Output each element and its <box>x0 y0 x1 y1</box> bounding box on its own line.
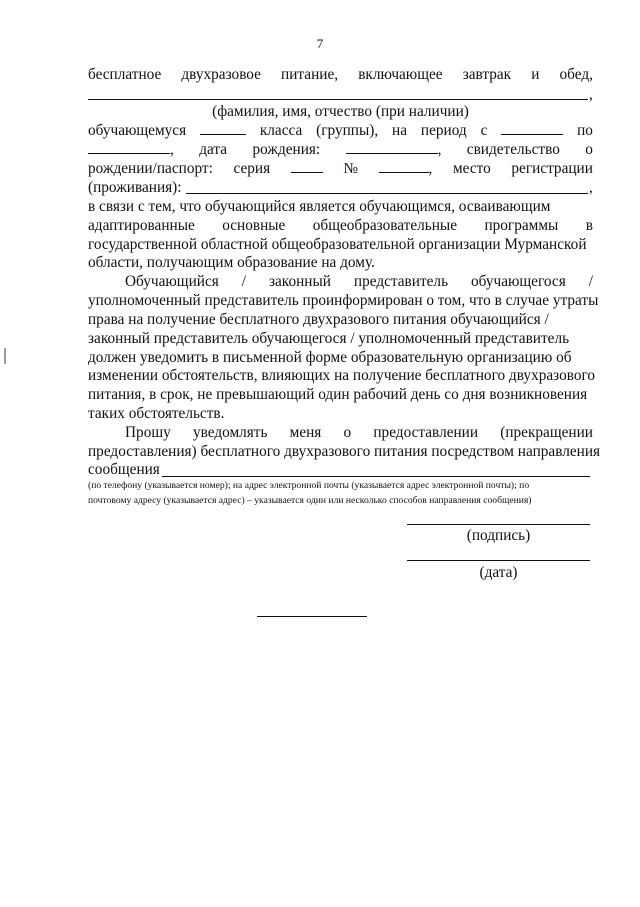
word: по <box>577 122 593 139</box>
word: и <box>531 66 540 83</box>
word: адаптированные <box>88 217 195 234</box>
class-blank[interactable] <box>200 122 246 135</box>
message-method-blank[interactable] <box>162 476 590 477</box>
p2-line-5: должен уведомить в письменной форме образовательную организацию об <box>88 349 572 366</box>
p3-line-2: предоставления) бесплатного двухразового питания посредством направления <box>88 443 601 460</box>
word: рождения: <box>252 141 321 158</box>
word: обучающемуся <box>88 122 187 139</box>
word: (группы), <box>316 122 379 139</box>
residence-comma: , <box>589 179 593 196</box>
line-3 <box>88 122 593 140</box>
word: о <box>343 424 352 441</box>
word: свидетельство <box>466 141 560 158</box>
line-9: государственной областной общеобразовательной организации Мурманской <box>88 236 587 253</box>
number-blank[interactable] <box>379 160 429 173</box>
p2-line-6: изменении обстоятельств, влияющих на получение бесплатного двухразового <box>88 367 596 384</box>
signature-blank[interactable] <box>407 524 590 525</box>
line-7: в связи с тем, что обучающийся является обучающимся, осваивающим <box>88 198 551 215</box>
word: представитель <box>353 273 449 290</box>
word: законный <box>268 273 331 290</box>
word: меня <box>289 424 322 441</box>
word: сообщения <box>88 461 160 478</box>
word: программы <box>484 217 559 234</box>
line-1 <box>88 66 593 84</box>
word: на <box>392 122 408 139</box>
date-caption: (дата) <box>479 564 518 581</box>
line-5 <box>88 160 593 178</box>
p3-line-1 <box>125 424 593 442</box>
line-10: области, получающим образование на дому. <box>88 254 375 271</box>
word: (прекращении <box>500 424 593 441</box>
word: дата <box>199 141 228 158</box>
word: , <box>428 160 433 177</box>
word: регистрации <box>511 160 593 177</box>
scan-margin-mark <box>4 348 6 364</box>
line-6 <box>88 179 593 197</box>
word: Прошу <box>125 424 171 441</box>
p2-line-3: права на получение бесплатного двухразового питания обучающийся / <box>88 311 549 328</box>
word: обучающегося <box>471 273 566 290</box>
p2-line-4: законный представитель обучающегося / уполномоченный представитель <box>88 330 570 347</box>
period-from-blank[interactable] <box>501 122 563 135</box>
word: бесплатное <box>88 66 162 83</box>
p2-line-8: таких обстоятельств. <box>88 405 225 422</box>
date-blank[interactable] <box>407 560 590 561</box>
word: , <box>437 141 442 158</box>
p2-line-2: уполномоченный представитель проинформирован о том, что в случае утраты <box>88 292 599 309</box>
word: класса <box>259 122 303 139</box>
word: с <box>480 122 488 139</box>
word: включающее <box>358 66 443 83</box>
word: место <box>452 160 491 177</box>
birthdate-blank[interactable] <box>346 141 438 154</box>
word: завтрак <box>462 66 512 83</box>
word: серия <box>233 160 271 177</box>
word: питание, <box>281 66 339 83</box>
word: обед, <box>559 66 593 83</box>
fio-blank[interactable] <box>88 99 588 100</box>
signature-caption: (подпись) <box>466 527 531 544</box>
word: общеобразовательные <box>312 217 458 234</box>
line-8 <box>88 217 593 235</box>
word: двухразовое <box>181 66 261 83</box>
word: основные <box>222 217 286 234</box>
note-line-2: почтовому адресу (указывается адрес) – указывается один или несколько способов направления сообщения) <box>88 495 532 506</box>
residence-blank[interactable] <box>186 193 588 194</box>
footnote-separator <box>257 616 367 617</box>
page-number: 7 <box>316 36 324 51</box>
word: (проживания): <box>88 179 182 196</box>
word: № <box>343 160 358 177</box>
word: / <box>588 273 593 290</box>
word: Обучающийся <box>125 273 219 290</box>
word: о <box>585 141 593 158</box>
fio-comma: , <box>589 86 593 103</box>
p2-line-1 <box>125 273 593 291</box>
line-4 <box>88 141 593 159</box>
word: рождении/паспорт: <box>88 160 213 177</box>
word: / <box>241 273 246 290</box>
word: , <box>170 141 174 158</box>
word: в <box>585 217 593 234</box>
fio-caption: (фамилия, имя, отчество (при наличии) <box>212 103 469 120</box>
note-line-1: (по телефону (указывается номер); на адрес электронной почты (указывается адрес электронной почты); по <box>88 480 530 491</box>
series-blank[interactable] <box>291 160 323 173</box>
word: период <box>420 122 467 139</box>
period-to-blank[interactable] <box>88 141 170 154</box>
p2-line-7: питания, в срок, не превышающий один рабочий день со дня возникновения <box>88 386 588 403</box>
word: уведомлять <box>192 424 268 441</box>
word: предоставлении <box>373 424 479 441</box>
